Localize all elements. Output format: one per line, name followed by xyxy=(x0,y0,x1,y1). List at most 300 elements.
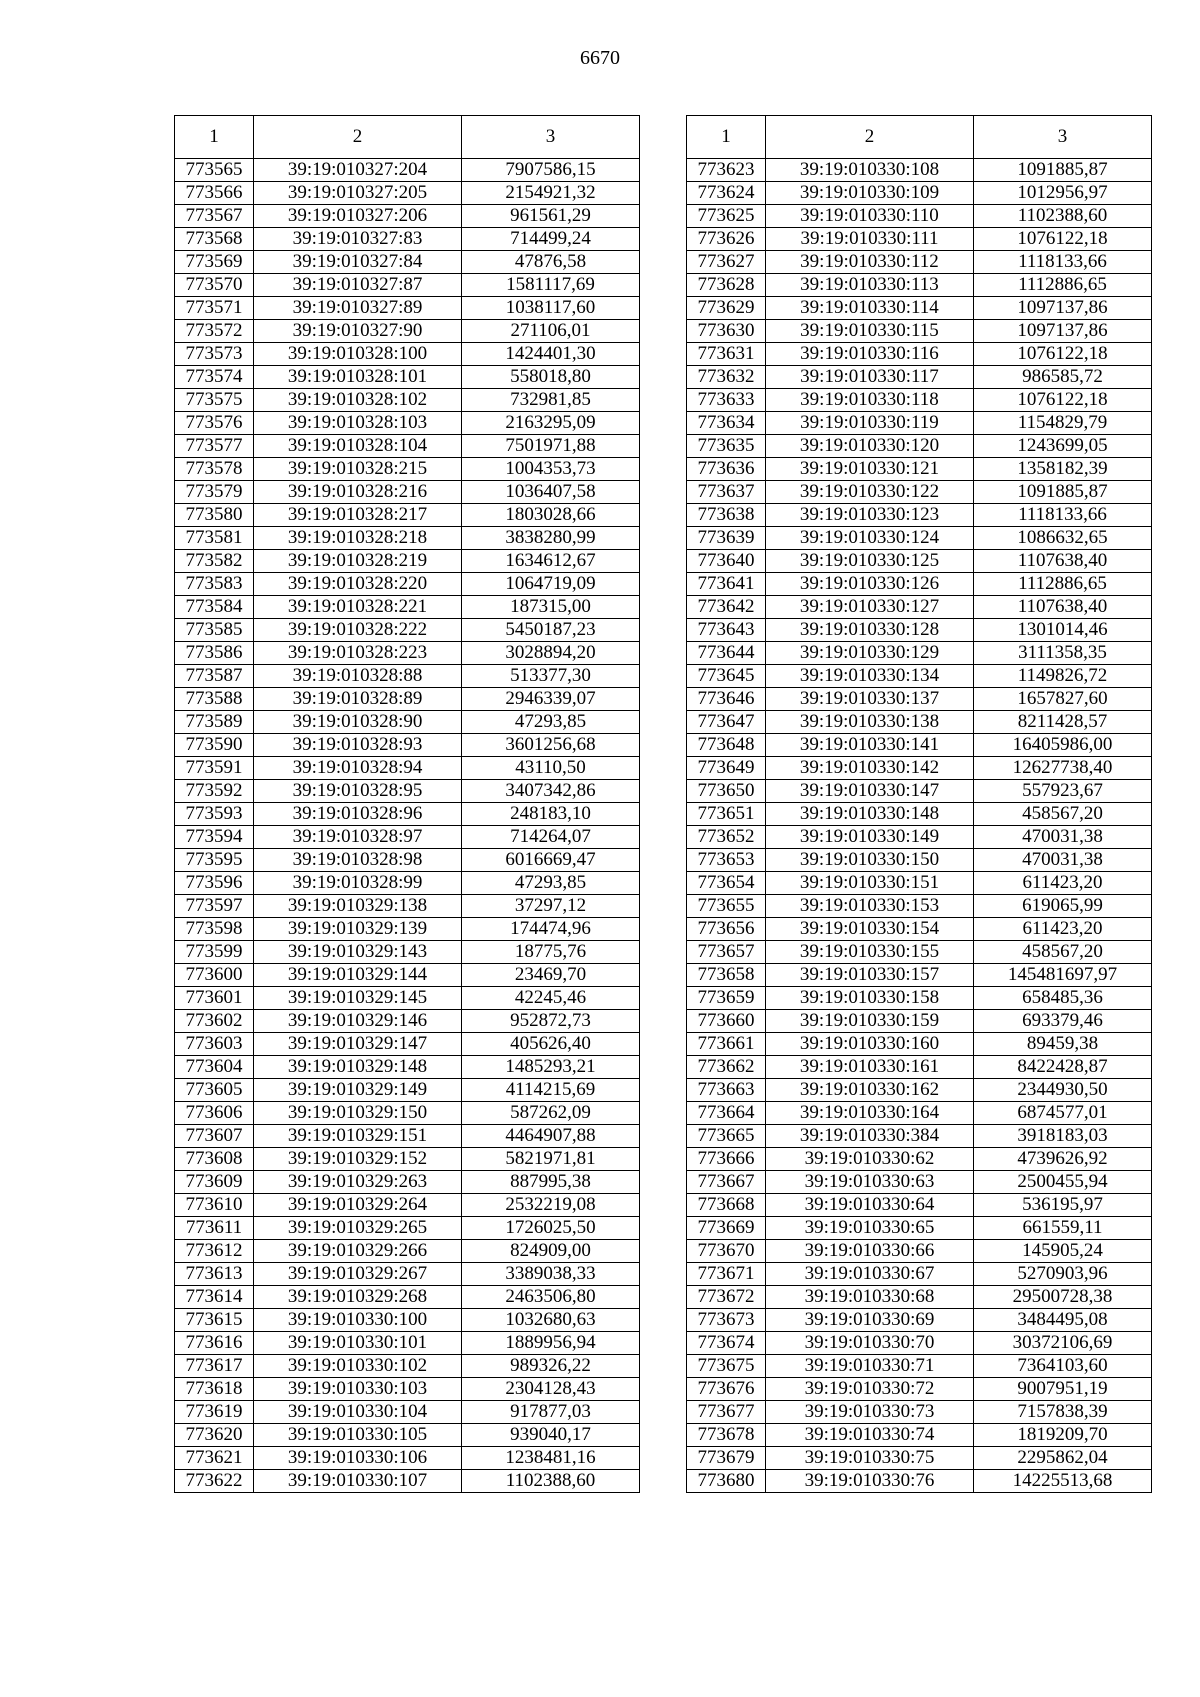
row-number-cell: 773653 xyxy=(687,849,766,872)
value-cell: 1118133,66 xyxy=(974,504,1152,527)
cadastral-number-cell: 39:19:010330:111 xyxy=(766,228,974,251)
table-row xyxy=(175,1033,640,1056)
cadastral-number-cell: 39:19:010328:100 xyxy=(254,343,462,366)
row-number-cell: 773675 xyxy=(687,1355,766,1378)
row-number-cell: 773612 xyxy=(175,1240,254,1263)
row-number-cell: 773579 xyxy=(175,481,254,504)
table-row xyxy=(687,389,1152,412)
cadastral-number-cell: 39:19:010330:105 xyxy=(254,1424,462,1447)
table-row xyxy=(687,826,1152,849)
value-cell: 1154829,79 xyxy=(974,412,1152,435)
cadastral-number-cell: 39:19:010328:94 xyxy=(254,757,462,780)
cadastral-number-cell: 39:19:010330:158 xyxy=(766,987,974,1010)
table-row xyxy=(687,297,1152,320)
value-cell: 1819209,70 xyxy=(974,1424,1152,1447)
cadastral-number-cell: 39:19:010330:147 xyxy=(766,780,974,803)
cadastral-number-cell: 39:19:010327:206 xyxy=(254,205,462,228)
table-row xyxy=(687,1171,1152,1194)
table-row xyxy=(175,1286,640,1309)
cadastral-number-cell: 39:19:010330:101 xyxy=(254,1332,462,1355)
row-number-cell: 773589 xyxy=(175,711,254,734)
cadastral-number-cell: 39:19:010329:144 xyxy=(254,964,462,987)
row-number-cell: 773607 xyxy=(175,1125,254,1148)
cadastral-number-cell: 39:19:010329:266 xyxy=(254,1240,462,1263)
value-cell: 1004353,73 xyxy=(462,458,640,481)
column-header-1: 1 xyxy=(175,116,254,159)
value-cell: 513377,30 xyxy=(462,665,640,688)
row-number-cell: 773654 xyxy=(687,872,766,895)
value-cell: 1889956,94 xyxy=(462,1332,640,1355)
column-header-2: 2 xyxy=(254,116,462,159)
table-row xyxy=(175,366,640,389)
row-number-cell: 773665 xyxy=(687,1125,766,1148)
table-row xyxy=(687,987,1152,1010)
cadastral-number-cell: 39:19:010330:125 xyxy=(766,550,974,573)
table-row xyxy=(175,688,640,711)
cadastral-number-cell: 39:19:010328:89 xyxy=(254,688,462,711)
value-cell: 658485,36 xyxy=(974,987,1152,1010)
table-row xyxy=(687,1470,1152,1493)
cadastral-number-cell: 39:19:010329:143 xyxy=(254,941,462,964)
table-row xyxy=(175,1401,640,1424)
value-cell: 3918183,03 xyxy=(974,1125,1152,1148)
row-number-cell: 773582 xyxy=(175,550,254,573)
table-row xyxy=(175,1010,640,1033)
row-number-cell: 773643 xyxy=(687,619,766,642)
row-number-cell: 773671 xyxy=(687,1263,766,1286)
row-number-cell: 773614 xyxy=(175,1286,254,1309)
cadastral-number-cell: 39:19:010330:70 xyxy=(766,1332,974,1355)
table-row xyxy=(687,1102,1152,1125)
value-cell: 887995,38 xyxy=(462,1171,640,1194)
row-number-cell: 773578 xyxy=(175,458,254,481)
cadastral-number-cell: 39:19:010330:68 xyxy=(766,1286,974,1309)
table-row xyxy=(175,182,640,205)
value-cell: 824909,00 xyxy=(462,1240,640,1263)
row-number-cell: 773610 xyxy=(175,1194,254,1217)
value-cell: 7364103,60 xyxy=(974,1355,1152,1378)
cadastral-number-cell: 39:19:010330:71 xyxy=(766,1355,974,1378)
cadastral-number-cell: 39:19:010330:153 xyxy=(766,895,974,918)
table-row xyxy=(175,159,640,182)
row-number-cell: 773656 xyxy=(687,918,766,941)
table-row xyxy=(175,504,640,527)
cadastral-number-cell: 39:19:010327:83 xyxy=(254,228,462,251)
row-number-cell: 773628 xyxy=(687,274,766,297)
table-row xyxy=(175,941,640,964)
cadastral-number-cell: 39:19:010330:160 xyxy=(766,1033,974,1056)
table-row xyxy=(687,1447,1152,1470)
table-row xyxy=(687,1125,1152,1148)
cadastral-number-cell: 39:19:010330:126 xyxy=(766,573,974,596)
table-row xyxy=(175,1240,640,1263)
cadastral-number-cell: 39:19:010330:118 xyxy=(766,389,974,412)
row-number-cell: 773638 xyxy=(687,504,766,527)
table-row xyxy=(687,1240,1152,1263)
cadastral-number-cell: 39:19:010330:66 xyxy=(766,1240,974,1263)
cadastral-number-cell: 39:19:010330:107 xyxy=(254,1470,462,1493)
row-number-cell: 773660 xyxy=(687,1010,766,1033)
table-row xyxy=(175,205,640,228)
row-number-cell: 773668 xyxy=(687,1194,766,1217)
table-row xyxy=(687,366,1152,389)
table-row xyxy=(687,1217,1152,1240)
value-cell: 14225513,68 xyxy=(974,1470,1152,1493)
value-cell: 47293,85 xyxy=(462,711,640,734)
value-cell: 536195,97 xyxy=(974,1194,1152,1217)
row-number-cell: 773605 xyxy=(175,1079,254,1102)
table-row xyxy=(687,1309,1152,1332)
table-row xyxy=(687,711,1152,734)
value-cell: 174474,96 xyxy=(462,918,640,941)
cadastral-number-cell: 39:19:010328:222 xyxy=(254,619,462,642)
value-cell: 3111358,35 xyxy=(974,642,1152,665)
row-number-cell: 773596 xyxy=(175,872,254,895)
table-row xyxy=(175,297,640,320)
value-cell: 3407342,86 xyxy=(462,780,640,803)
table-row xyxy=(175,1263,640,1286)
row-number-cell: 773627 xyxy=(687,251,766,274)
cadastral-number-cell: 39:19:010330:100 xyxy=(254,1309,462,1332)
table-row xyxy=(175,987,640,1010)
table-row xyxy=(687,918,1152,941)
cadastral-number-cell: 39:19:010328:103 xyxy=(254,412,462,435)
cadastral-number-cell: 39:19:010328:93 xyxy=(254,734,462,757)
cadastral-number-cell: 39:19:010330:76 xyxy=(766,1470,974,1493)
table-row xyxy=(175,1148,640,1171)
row-number-cell: 773566 xyxy=(175,182,254,205)
row-number-cell: 773631 xyxy=(687,343,766,366)
row-number-cell: 773622 xyxy=(175,1470,254,1493)
cadastral-number-cell: 39:19:010329:150 xyxy=(254,1102,462,1125)
cadastral-number-cell: 39:19:010329:265 xyxy=(254,1217,462,1240)
cadastral-number-cell: 39:19:010327:87 xyxy=(254,274,462,297)
value-cell: 714264,07 xyxy=(462,826,640,849)
cadastral-number-cell: 39:19:010330:74 xyxy=(766,1424,974,1447)
row-number-cell: 773603 xyxy=(175,1033,254,1056)
value-cell: 917877,03 xyxy=(462,1401,640,1424)
table-row xyxy=(175,964,640,987)
table-row xyxy=(687,343,1152,366)
table-row xyxy=(175,274,640,297)
table-row xyxy=(687,320,1152,343)
table-row xyxy=(175,849,640,872)
cadastral-number-cell: 39:19:010328:215 xyxy=(254,458,462,481)
value-cell: 611423,20 xyxy=(974,918,1152,941)
cadastral-number-cell: 39:19:010330:64 xyxy=(766,1194,974,1217)
row-number-cell: 773608 xyxy=(175,1148,254,1171)
value-cell: 558018,80 xyxy=(462,366,640,389)
table-row xyxy=(687,757,1152,780)
table-row xyxy=(687,895,1152,918)
value-cell: 1238481,16 xyxy=(462,1447,640,1470)
right-register-table xyxy=(686,115,1152,1493)
value-cell: 1424401,30 xyxy=(462,343,640,366)
cadastral-number-cell: 39:19:010329:263 xyxy=(254,1171,462,1194)
table-row xyxy=(175,1332,640,1355)
cadastral-number-cell: 39:19:010330:121 xyxy=(766,458,974,481)
value-cell: 2946339,07 xyxy=(462,688,640,711)
cadastral-number-cell: 39:19:010330:104 xyxy=(254,1401,462,1424)
value-cell: 1112886,65 xyxy=(974,573,1152,596)
table-row xyxy=(687,550,1152,573)
cadastral-number-cell: 39:19:010330:67 xyxy=(766,1263,974,1286)
row-number-cell: 773647 xyxy=(687,711,766,734)
row-number-cell: 773609 xyxy=(175,1171,254,1194)
value-cell: 2500455,94 xyxy=(974,1171,1152,1194)
value-cell: 4464907,88 xyxy=(462,1125,640,1148)
cadastral-number-cell: 39:19:010330:142 xyxy=(766,757,974,780)
table-row xyxy=(687,1378,1152,1401)
value-cell: 470031,38 xyxy=(974,826,1152,849)
row-number-cell: 773592 xyxy=(175,780,254,803)
row-number-cell: 773591 xyxy=(175,757,254,780)
table-row xyxy=(687,573,1152,596)
row-number-cell: 773616 xyxy=(175,1332,254,1355)
cadastral-number-cell: 39:19:010328:96 xyxy=(254,803,462,826)
cadastral-number-cell: 39:19:010329:138 xyxy=(254,895,462,918)
cadastral-number-cell: 39:19:010330:115 xyxy=(766,320,974,343)
table-row xyxy=(687,1010,1152,1033)
row-number-cell: 773641 xyxy=(687,573,766,596)
cadastral-number-cell: 39:19:010328:95 xyxy=(254,780,462,803)
row-number-cell: 773639 xyxy=(687,527,766,550)
value-cell: 1485293,21 xyxy=(462,1056,640,1079)
row-number-cell: 773583 xyxy=(175,573,254,596)
cadastral-number-cell: 39:19:010328:220 xyxy=(254,573,462,596)
value-cell: 5450187,23 xyxy=(462,619,640,642)
table-row xyxy=(687,481,1152,504)
cadastral-number-cell: 39:19:010329:148 xyxy=(254,1056,462,1079)
cadastral-number-cell: 39:19:010329:151 xyxy=(254,1125,462,1148)
value-cell: 1012956,97 xyxy=(974,182,1152,205)
value-cell: 1102388,60 xyxy=(974,205,1152,228)
value-cell: 611423,20 xyxy=(974,872,1152,895)
table-row xyxy=(687,1424,1152,1447)
table-row xyxy=(687,251,1152,274)
table-row xyxy=(175,780,640,803)
value-cell: 989326,22 xyxy=(462,1355,640,1378)
value-cell: 470031,38 xyxy=(974,849,1152,872)
table-row xyxy=(175,1079,640,1102)
table-row xyxy=(687,274,1152,297)
cadastral-number-cell: 39:19:010330:110 xyxy=(766,205,974,228)
row-number-cell: 773648 xyxy=(687,734,766,757)
value-cell: 1102388,60 xyxy=(462,1470,640,1493)
row-number-cell: 773621 xyxy=(175,1447,254,1470)
value-cell: 1107638,40 xyxy=(974,550,1152,573)
row-number-cell: 773597 xyxy=(175,895,254,918)
row-number-cell: 773594 xyxy=(175,826,254,849)
column-header-3: 3 xyxy=(974,116,1152,159)
value-cell: 458567,20 xyxy=(974,803,1152,826)
value-cell: 6016669,47 xyxy=(462,849,640,872)
cadastral-number-cell: 39:19:010328:217 xyxy=(254,504,462,527)
row-number-cell: 773670 xyxy=(687,1240,766,1263)
value-cell: 1086632,65 xyxy=(974,527,1152,550)
cadastral-number-cell: 39:19:010329:147 xyxy=(254,1033,462,1056)
table-row xyxy=(687,458,1152,481)
cadastral-number-cell: 39:19:010330:162 xyxy=(766,1079,974,1102)
cadastral-number-cell: 39:19:010330:384 xyxy=(766,1125,974,1148)
cadastral-number-cell: 39:19:010330:120 xyxy=(766,435,974,458)
value-cell: 47876,58 xyxy=(462,251,640,274)
table-row xyxy=(687,435,1152,458)
cadastral-number-cell: 39:19:010330:159 xyxy=(766,1010,974,1033)
cadastral-number-cell: 39:19:010329:267 xyxy=(254,1263,462,1286)
value-cell: 3484495,08 xyxy=(974,1309,1152,1332)
row-number-cell: 773651 xyxy=(687,803,766,826)
table-row xyxy=(687,1056,1152,1079)
value-cell: 47293,85 xyxy=(462,872,640,895)
cadastral-number-cell: 39:19:010327:205 xyxy=(254,182,462,205)
cadastral-number-cell: 39:19:010330:127 xyxy=(766,596,974,619)
value-cell: 42245,46 xyxy=(462,987,640,1010)
row-number-cell: 773569 xyxy=(175,251,254,274)
cadastral-number-cell: 39:19:010330:151 xyxy=(766,872,974,895)
cadastral-number-cell: 39:19:010330:102 xyxy=(254,1355,462,1378)
value-cell: 248183,10 xyxy=(462,803,640,826)
value-cell: 12627738,40 xyxy=(974,757,1152,780)
cadastral-number-cell: 39:19:010328:221 xyxy=(254,596,462,619)
value-cell: 693379,46 xyxy=(974,1010,1152,1033)
row-number-cell: 773570 xyxy=(175,274,254,297)
table-row xyxy=(687,228,1152,251)
cadastral-number-cell: 39:19:010328:218 xyxy=(254,527,462,550)
row-number-cell: 773674 xyxy=(687,1332,766,1355)
cadastral-number-cell: 39:19:010330:128 xyxy=(766,619,974,642)
row-number-cell: 773678 xyxy=(687,1424,766,1447)
value-cell: 7157838,39 xyxy=(974,1401,1152,1424)
value-cell: 37297,12 xyxy=(462,895,640,918)
row-number-cell: 773650 xyxy=(687,780,766,803)
value-cell: 1149826,72 xyxy=(974,665,1152,688)
row-number-cell: 773575 xyxy=(175,389,254,412)
table-row xyxy=(687,688,1152,711)
row-number-cell: 773657 xyxy=(687,941,766,964)
cadastral-number-cell: 39:19:010330:149 xyxy=(766,826,974,849)
left-table-body xyxy=(175,159,640,1493)
cadastral-number-cell: 39:19:010327:84 xyxy=(254,251,462,274)
cadastral-number-cell: 39:19:010330:161 xyxy=(766,1056,974,1079)
cadastral-number-cell: 39:19:010328:102 xyxy=(254,389,462,412)
cadastral-number-cell: 39:19:010328:90 xyxy=(254,711,462,734)
cadastral-number-cell: 39:19:010329:264 xyxy=(254,1194,462,1217)
value-cell: 458567,20 xyxy=(974,941,1152,964)
row-number-cell: 773645 xyxy=(687,665,766,688)
value-cell: 1118133,66 xyxy=(974,251,1152,274)
cadastral-number-cell: 39:19:010330:69 xyxy=(766,1309,974,1332)
row-number-cell: 773623 xyxy=(687,159,766,182)
table-header-row xyxy=(175,116,640,159)
value-cell: 661559,11 xyxy=(974,1217,1152,1240)
value-cell: 5821971,81 xyxy=(462,1148,640,1171)
value-cell: 1657827,60 xyxy=(974,688,1152,711)
cadastral-number-cell: 39:19:010330:137 xyxy=(766,688,974,711)
row-number-cell: 773625 xyxy=(687,205,766,228)
cadastral-number-cell: 39:19:010330:150 xyxy=(766,849,974,872)
cadastral-number-cell: 39:19:010330:124 xyxy=(766,527,974,550)
cadastral-number-cell: 39:19:010328:99 xyxy=(254,872,462,895)
value-cell: 187315,00 xyxy=(462,596,640,619)
row-number-cell: 773676 xyxy=(687,1378,766,1401)
table-header-row xyxy=(687,116,1152,159)
value-cell: 4114215,69 xyxy=(462,1079,640,1102)
cadastral-number-cell: 39:19:010330:122 xyxy=(766,481,974,504)
row-number-cell: 773580 xyxy=(175,504,254,527)
value-cell: 1358182,39 xyxy=(974,458,1152,481)
table-row xyxy=(687,780,1152,803)
cadastral-number-cell: 39:19:010328:98 xyxy=(254,849,462,872)
value-cell: 29500728,38 xyxy=(974,1286,1152,1309)
row-number-cell: 773644 xyxy=(687,642,766,665)
value-cell: 43110,50 xyxy=(462,757,640,780)
value-cell: 2532219,08 xyxy=(462,1194,640,1217)
table-row xyxy=(687,734,1152,757)
page-number: 6670 xyxy=(580,47,620,69)
table-row xyxy=(175,895,640,918)
row-number-cell: 773634 xyxy=(687,412,766,435)
value-cell: 714499,24 xyxy=(462,228,640,251)
row-number-cell: 773613 xyxy=(175,1263,254,1286)
table-row xyxy=(687,964,1152,987)
cadastral-number-cell: 39:19:010327:90 xyxy=(254,320,462,343)
value-cell: 2463506,80 xyxy=(462,1286,640,1309)
table-row xyxy=(175,1447,640,1470)
row-number-cell: 773672 xyxy=(687,1286,766,1309)
value-cell: 145905,24 xyxy=(974,1240,1152,1263)
cadastral-number-cell: 39:19:010328:223 xyxy=(254,642,462,665)
table-row xyxy=(687,849,1152,872)
cadastral-number-cell: 39:19:010330:103 xyxy=(254,1378,462,1401)
value-cell: 30372106,69 xyxy=(974,1332,1152,1355)
value-cell: 2154921,32 xyxy=(462,182,640,205)
value-cell: 145481697,97 xyxy=(974,964,1152,987)
column-header-1: 1 xyxy=(687,116,766,159)
row-number-cell: 773652 xyxy=(687,826,766,849)
table-row xyxy=(175,343,640,366)
row-number-cell: 773567 xyxy=(175,205,254,228)
cadastral-number-cell: 39:19:010330:164 xyxy=(766,1102,974,1125)
value-cell: 18775,76 xyxy=(462,941,640,964)
table-row xyxy=(175,527,640,550)
row-number-cell: 773577 xyxy=(175,435,254,458)
table-row xyxy=(175,1056,640,1079)
cadastral-number-cell: 39:19:010330:119 xyxy=(766,412,974,435)
table-row xyxy=(175,481,640,504)
value-cell: 1243699,05 xyxy=(974,435,1152,458)
row-number-cell: 773593 xyxy=(175,803,254,826)
table-row xyxy=(687,1286,1152,1309)
row-number-cell: 773663 xyxy=(687,1079,766,1102)
table-row xyxy=(175,1102,640,1125)
row-number-cell: 773659 xyxy=(687,987,766,1010)
row-number-cell: 773611 xyxy=(175,1217,254,1240)
row-number-cell: 773606 xyxy=(175,1102,254,1125)
row-number-cell: 773624 xyxy=(687,182,766,205)
value-cell: 7907586,15 xyxy=(462,159,640,182)
cadastral-number-cell: 39:19:010328:216 xyxy=(254,481,462,504)
row-number-cell: 773573 xyxy=(175,343,254,366)
cadastral-number-cell: 39:19:010330:108 xyxy=(766,159,974,182)
value-cell: 557923,67 xyxy=(974,780,1152,803)
value-cell: 16405986,00 xyxy=(974,734,1152,757)
value-cell: 1032680,63 xyxy=(462,1309,640,1332)
table-row xyxy=(175,1355,640,1378)
table-row xyxy=(175,918,640,941)
cadastral-number-cell: 39:19:010330:141 xyxy=(766,734,974,757)
row-number-cell: 773649 xyxy=(687,757,766,780)
